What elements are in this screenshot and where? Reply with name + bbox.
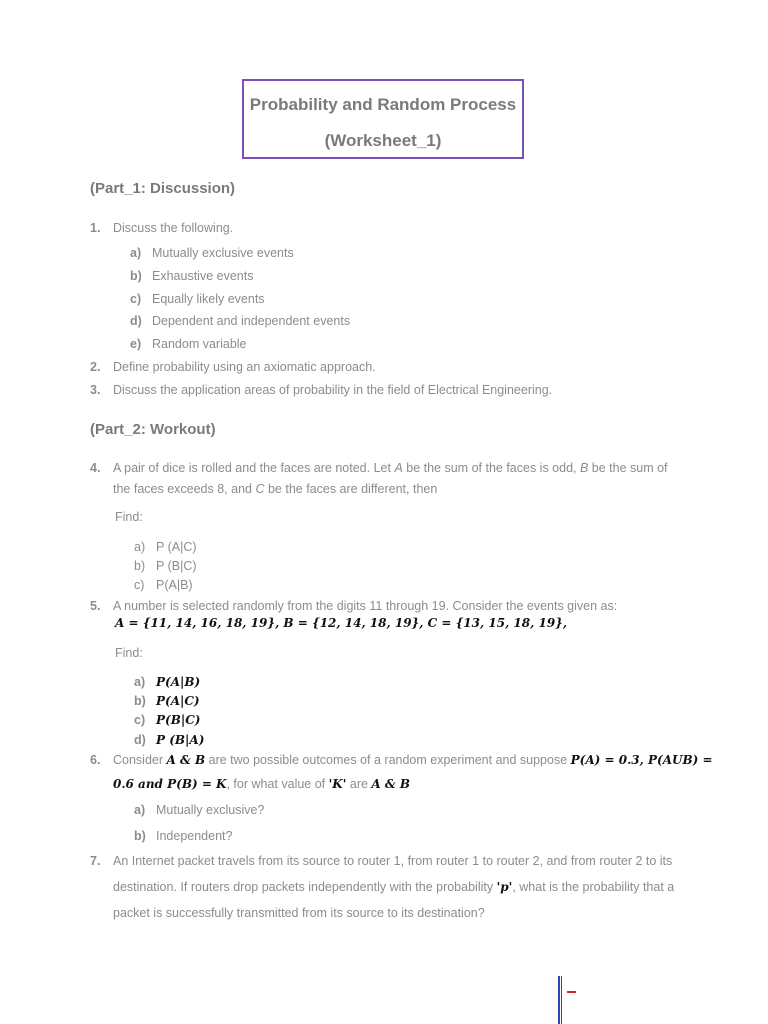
worksheet-subtitle: (Worksheet_1) xyxy=(324,131,442,150)
list-item: c) P(A|B) xyxy=(134,578,193,592)
list-item: a) P (A|C) xyxy=(134,540,197,554)
text-cursor-bar xyxy=(558,976,562,1024)
part1-heading: (Part_1: Discussion) xyxy=(90,180,236,197)
list-item: c) P(B|C) xyxy=(134,713,201,727)
part2-heading: (Part_2: Workout) xyxy=(90,421,216,438)
worksheet-title: Probability and Random Process xyxy=(249,95,517,114)
find-label: Find: xyxy=(115,510,143,524)
list-item: c) Equally likely events xyxy=(130,292,265,306)
question-text: Discuss the following. xyxy=(113,221,234,235)
event-sets: A = {11, 14, 16, 18, 19}, B = {12, 14, 18, 19}, C = {13, 15, 18, 19}, xyxy=(115,616,568,630)
list-item: b) Independent? xyxy=(134,829,233,843)
question-number: 1. xyxy=(90,221,101,235)
red-dash-mark xyxy=(567,991,576,993)
list-item: b) P (B|C) xyxy=(134,559,197,573)
list-item: e) Random variable xyxy=(130,337,247,351)
find-label: Find: xyxy=(115,646,143,660)
list-item: a) Mutually exclusive events xyxy=(130,246,294,260)
list-item: d) P (B|A) xyxy=(134,733,205,747)
list-item: b) Exhaustive events xyxy=(130,269,254,283)
list-item: a) Mutually exclusive? xyxy=(134,803,265,817)
worksheet-title-box xyxy=(242,79,524,159)
list-item: d) Dependent and independent events xyxy=(130,314,351,328)
list-item: b) P(A|C) xyxy=(134,694,200,708)
list-item: a) P(A|B) xyxy=(134,675,201,689)
